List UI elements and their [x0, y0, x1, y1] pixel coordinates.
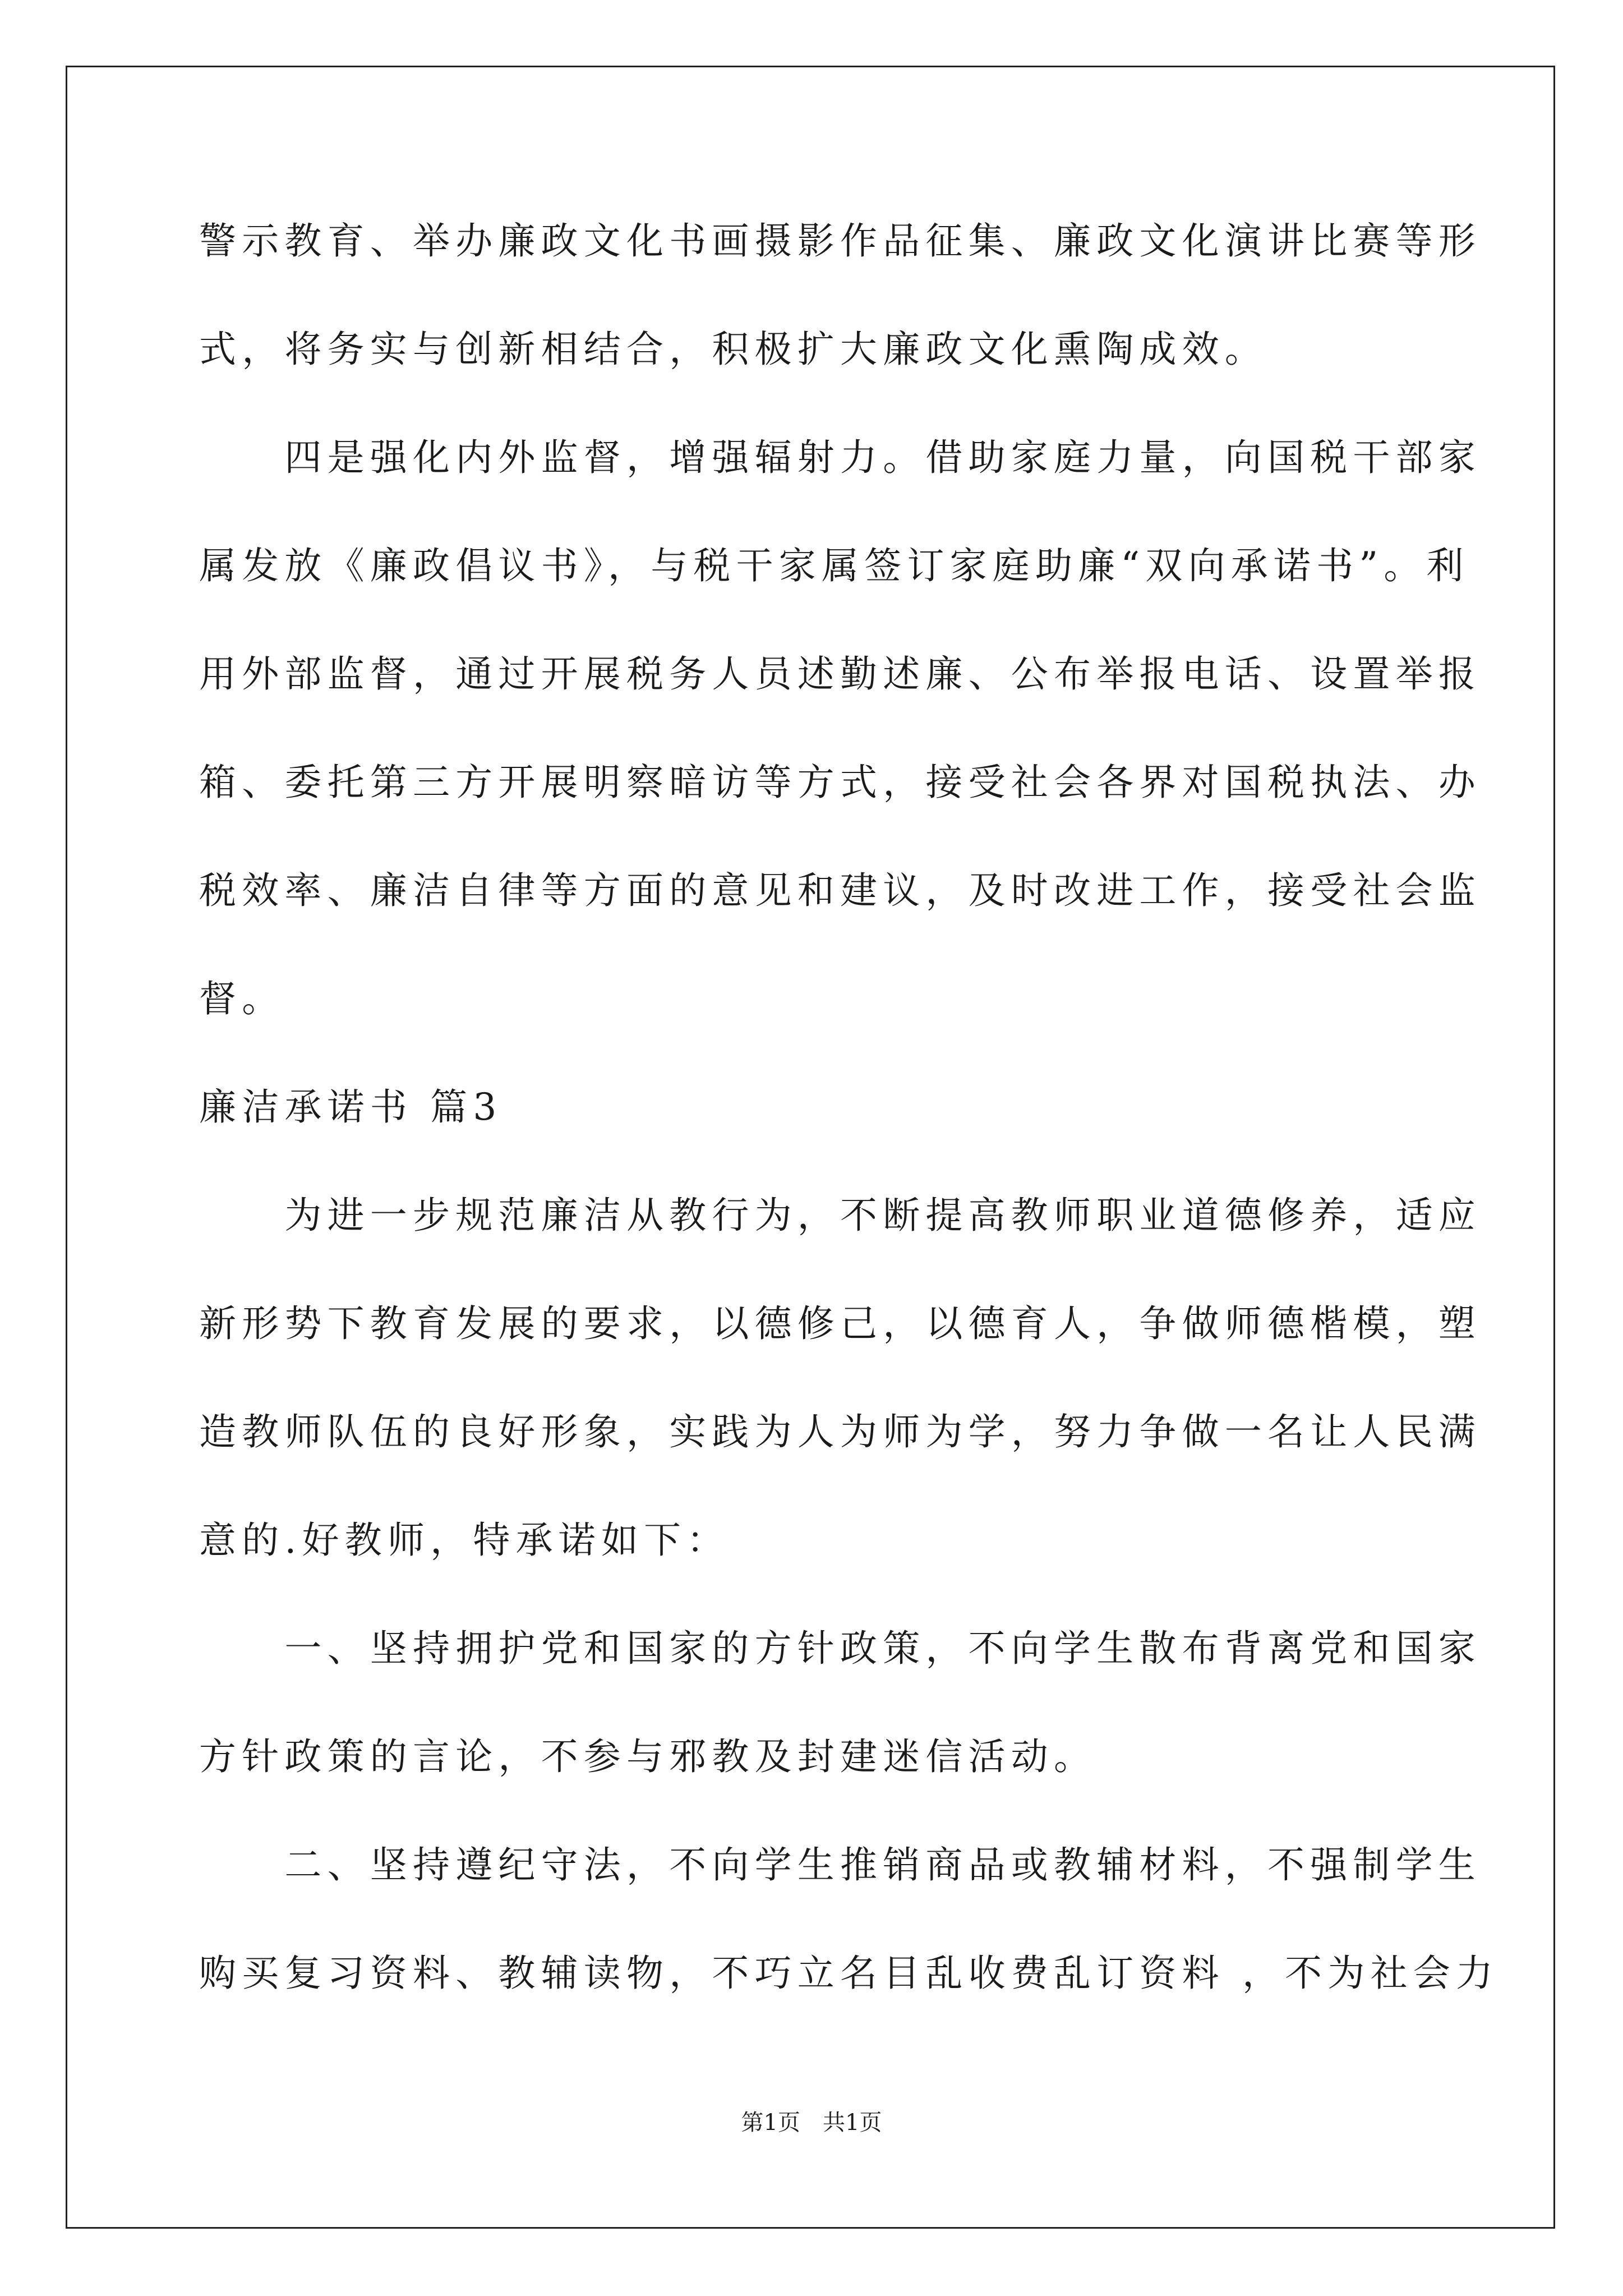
text-line: 一、坚持拥护党和国家的方针政策，不向学生散布背离党和国家	[199, 1627, 1481, 1670]
text-line: 造教师队伍的良好形象，实践为人为师为学，努力争做一名让人民满	[199, 1410, 1481, 1453]
text-line: 用外部监督，通过开展税务人员述勤述廉、公布举报电话、设置举报	[199, 652, 1481, 696]
text-line: 式，将务实与创新相结合，积极扩大廉政文化熏陶成效。	[199, 328, 1267, 371]
text-line: 四是强化内外监督，增强辐射力。借助家庭力量，向国税干部家	[199, 436, 1481, 479]
text-line: 箱、委托第三方开展明察暗访等方式，接受社会各界对国税执法、办	[199, 761, 1481, 804]
text-line: 税效率、廉洁自律等方面的意见和建议，及时改进工作，接受社会监	[199, 869, 1481, 912]
document-body	[199, 209, 1499, 2049]
text-line: 督。	[199, 977, 285, 1020]
text-line: 意的.好教师，特承诺如下：	[199, 1519, 730, 1562]
text-line: 新形势下教育发展的要求，以德修己，以德育人，争做师德楷模，塑	[199, 1302, 1481, 1345]
page-footer: 第1页 共1页	[741, 2110, 882, 2136]
text-line: 方针政策的言论，不参与邪教及封建迷信活动。	[199, 1735, 1097, 1778]
text-line: 警示教育、举办廉政文化书画摄影作品征集、廉政文化演讲比赛等形	[199, 219, 1481, 263]
text-line: 购买复习资料、教辅读物，不巧立名目乱收费乱订资料 ，不为社会力	[199, 1952, 1499, 1995]
section-heading: 廉洁承诺书 篇3	[199, 1085, 502, 1129]
text-line: 二、坚持遵纪守法，不向学生推销商品或教辅材料，不强制学生	[199, 1843, 1481, 1887]
text-line: 属发放《廉政倡议书》，与税干家属签订家庭助廉“双向承诺书”。利	[199, 544, 1469, 587]
text-line: 为进一步规范廉洁从教行为，不断提高教师职业道德修养，适应	[199, 1194, 1481, 1237]
